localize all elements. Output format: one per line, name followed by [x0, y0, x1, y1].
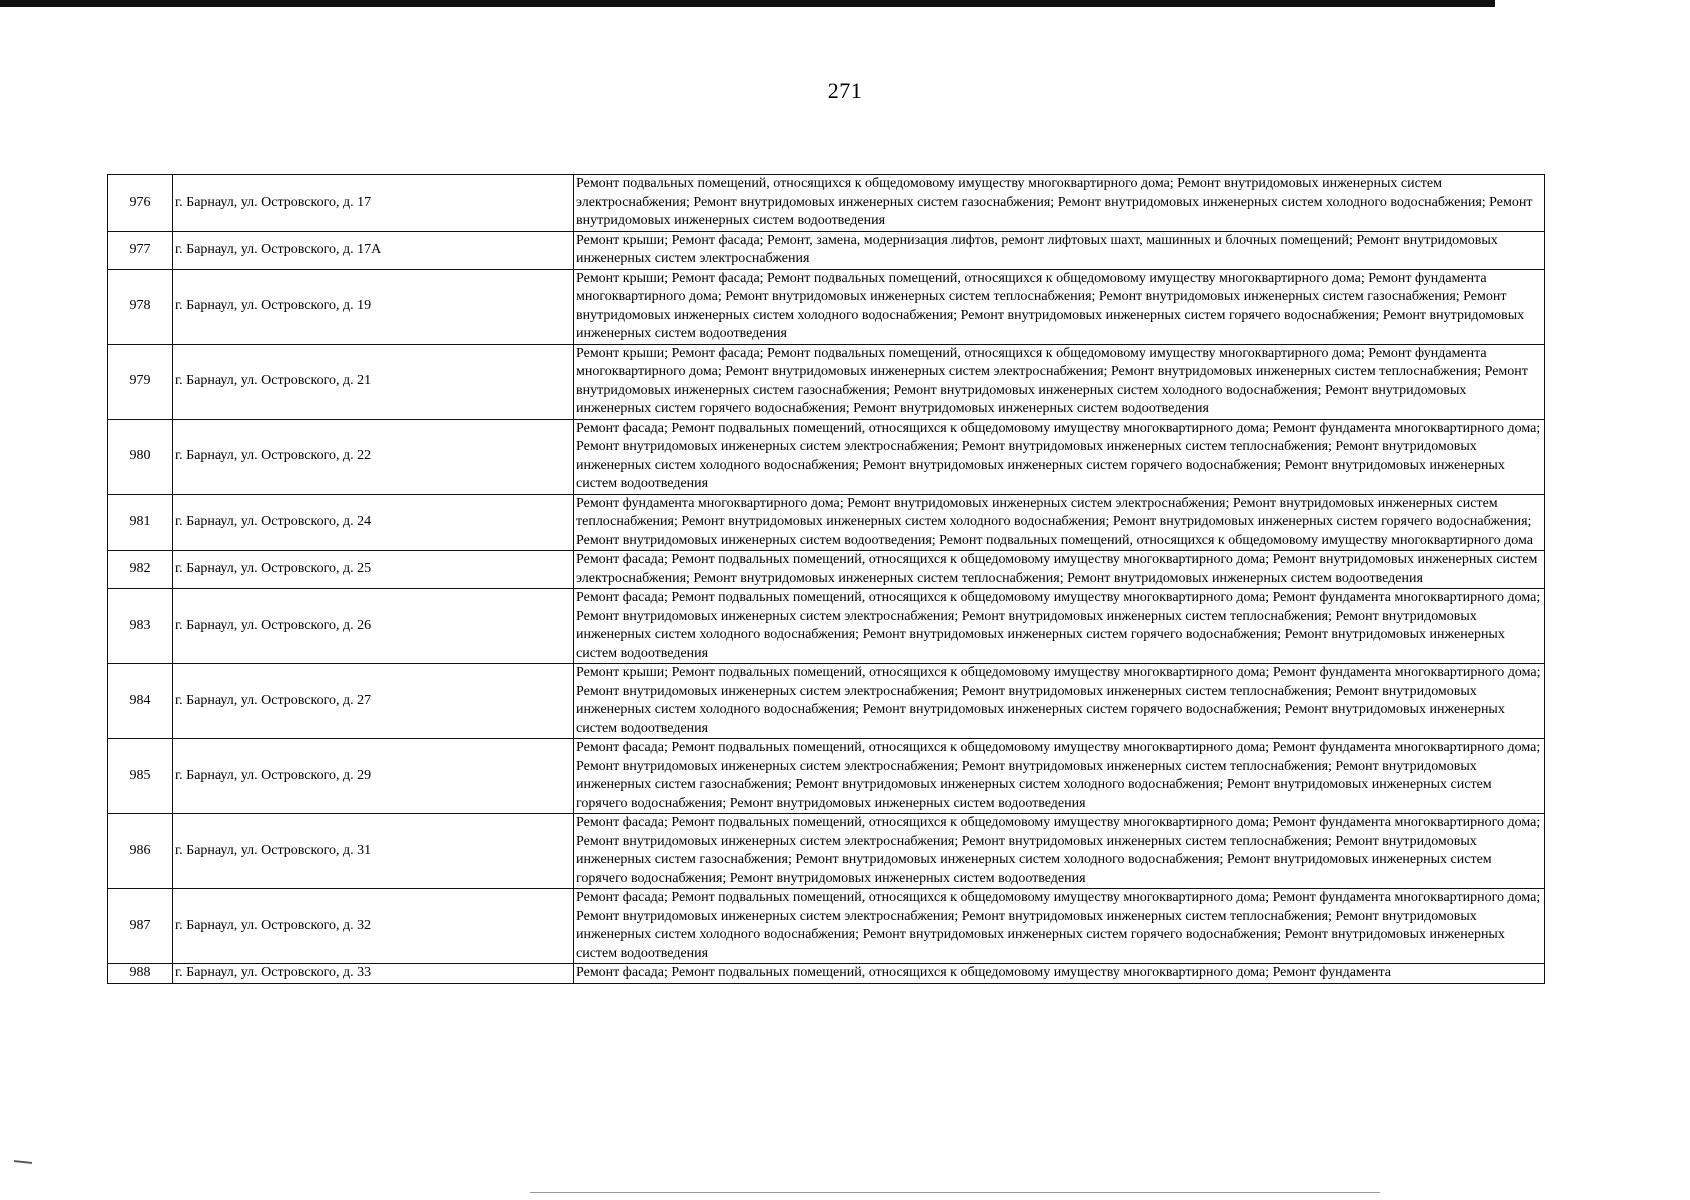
table-row	[108, 739, 1545, 814]
building-address: г. Барнаул, ул. Островского, д. 26	[173, 589, 574, 664]
housing-repair-table	[107, 174, 1545, 984]
repair-works: Ремонт фасада; Ремонт подвальных помещений, относящихся к общедомовому имуществу многоквартирного дома; Ремонт фундамента многоквартирного дома; Ремонт внутридомовых инженерных систем электроснабжения; Ремонт внутридомовых инженерных систем теплоснабжения; Ремонт внутридомовых инженерных систем холодного водоснабжения; Ремонт внутридомовых инженерных систем горячего водоснабжения; Ремонт внутридомовых инженерных систем водоотведения	[574, 419, 1545, 494]
table-row	[108, 551, 1545, 589]
repair-works: Ремонт фасада; Ремонт подвальных помещений, относящихся к общедомовому имуществу многоквартирного дома; Ремонт фундамента многоквартирного дома; Ремонт внутридомовых инженерных систем электроснабжения; Ремонт внутридомовых инженерных систем теплоснабжения; Ремонт внутридомовых инженерных систем газоснабжения; Ремонт внутридомовых инженерных систем холодного водоснабжения; Ремонт внутридомовых инженерных систем горячего водоснабжения; Ремонт внутридомовых инженерных систем водоотведения	[574, 814, 1545, 889]
table-row	[108, 344, 1545, 419]
building-address: г. Барнаул, ул. Островского, д. 29	[173, 739, 574, 814]
building-address: г. Барнаул, ул. Островского, д. 27	[173, 664, 574, 739]
building-address: г. Барнаул, ул. Островского, д. 19	[173, 269, 574, 344]
row-number: 982	[108, 551, 173, 589]
table-row	[108, 419, 1545, 494]
building-address: г. Барнаул, ул. Островского, д. 25	[173, 551, 574, 589]
row-number: 987	[108, 889, 173, 964]
row-number: 986	[108, 814, 173, 889]
row-number: 976	[108, 175, 173, 232]
repair-works: Ремонт крыши; Ремонт фасада; Ремонт, замена, модернизация лифтов, ремонт лифтовых шахт, машинных и блочных помещений; Ремонт внутридомовых инженерных систем электроснабжения	[574, 231, 1545, 269]
row-number: 988	[108, 964, 173, 984]
repair-works: Ремонт фасада; Ремонт подвальных помещений, относящихся к общедомовому имуществу многоквартирного дома; Ремонт фундамента	[574, 964, 1545, 984]
row-number: 977	[108, 231, 173, 269]
building-address: г. Барнаул, ул. Островского, д. 21	[173, 344, 574, 419]
row-number: 985	[108, 739, 173, 814]
table-row	[108, 231, 1545, 269]
scan-bottom-edge	[530, 1192, 1380, 1193]
table-row	[108, 814, 1545, 889]
table-row	[108, 494, 1545, 551]
table-row	[108, 964, 1545, 984]
table-row	[108, 589, 1545, 664]
repair-works: Ремонт подвальных помещений, относящихся к общедомовому имуществу многоквартирного дома; Ремонт внутридомовых инженерных систем электроснабжения; Ремонт внутридомовых инженерных систем газоснабжения; Ремонт внутридомовых инженерных систем холодного водоснабжения; Ремонт внутридомовых инженерных систем водоотведения	[574, 175, 1545, 232]
repair-works: Ремонт фасада; Ремонт подвальных помещений, относящихся к общедомовому имуществу многоквартирного дома; Ремонт внутридомовых инженерных систем электроснабжения; Ремонт внутридомовых инженерных систем теплоснабжения; Ремонт внутридомовых инженерных систем водоотведения	[574, 551, 1545, 589]
row-number: 983	[108, 589, 173, 664]
row-number: 981	[108, 494, 173, 551]
row-number: 978	[108, 269, 173, 344]
repair-works: Ремонт крыши; Ремонт фасада; Ремонт подвальных помещений, относящихся к общедомовому имуществу многоквартирного дома; Ремонт фундамента многоквартирного дома; Ремонт внутридомовых инженерных систем электроснабжения; Ремонт внутридомовых инженерных систем теплоснабжения; Ремонт внутридомовых инженерных систем газоснабжения; Ремонт внутридомовых инженерных систем холодного водоснабжения; Ремонт внутридомовых инженерных систем горячего водоснабжения; Ремонт внутридомовых инженерных систем водоотведения	[574, 344, 1545, 419]
table-row	[108, 175, 1545, 232]
building-address: г. Барнаул, ул. Островского, д. 33	[173, 964, 574, 984]
table-row	[108, 269, 1545, 344]
repair-works: Ремонт фасада; Ремонт подвальных помещений, относящихся к общедомовому имуществу многоквартирного дома; Ремонт фундамента многоквартирного дома; Ремонт внутридомовых инженерных систем электроснабжения; Ремонт внутридомовых инженерных систем теплоснабжения; Ремонт внутридомовых инженерных систем холодного водоснабжения; Ремонт внутридомовых инженерных систем горячего водоснабжения; Ремонт внутридомовых инженерных систем водоотведения	[574, 589, 1545, 664]
building-address: г. Барнаул, ул. Островского, д. 24	[173, 494, 574, 551]
row-number: 979	[108, 344, 173, 419]
row-number: 980	[108, 419, 173, 494]
building-address: г. Барнаул, ул. Островского, д. 32	[173, 889, 574, 964]
table-row	[108, 664, 1545, 739]
repair-works: Ремонт фасада; Ремонт подвальных помещений, относящихся к общедомовому имуществу многоквартирного дома; Ремонт фундамента многоквартирного дома; Ремонт внутридомовых инженерных систем электроснабжения; Ремонт внутридомовых инженерных систем теплоснабжения; Ремонт внутридомовых инженерных систем холодного водоснабжения; Ремонт внутридомовых инженерных систем горячего водоснабжения; Ремонт внутридомовых инженерных систем водоотведения	[574, 889, 1545, 964]
repair-works: Ремонт крыши; Ремонт подвальных помещений, относящихся к общедомовому имуществу многоквартирного дома; Ремонт фундамента многоквартирного дома; Ремонт внутридомовых инженерных систем электроснабжения; Ремонт внутридомовых инженерных систем теплоснабжения; Ремонт внутридомовых инженерных систем холодного водоснабжения; Ремонт внутридомовых инженерных систем горячего водоснабжения; Ремонт внутридомовых инженерных систем водоотведения	[574, 664, 1545, 739]
repair-works: Ремонт фасада; Ремонт подвальных помещений, относящихся к общедомовому имуществу многоквартирного дома; Ремонт фундамента многоквартирного дома; Ремонт внутридомовых инженерных систем электроснабжения; Ремонт внутридомовых инженерных систем теплоснабжения; Ремонт внутридомовых инженерных систем газоснабжения; Ремонт внутридомовых инженерных систем холодного водоснабжения; Ремонт внутридомовых инженерных систем горячего водоснабжения; Ремонт внутридомовых инженерных систем водоотведения	[574, 739, 1545, 814]
building-address: г. Барнаул, ул. Островского, д. 31	[173, 814, 574, 889]
table-row	[108, 889, 1545, 964]
row-number: 984	[108, 664, 173, 739]
repair-works: Ремонт фундамента многоквартирного дома; Ремонт внутридомовых инженерных систем электроснабжения; Ремонт внутридомовых инженерных систем теплоснабжения; Ремонт внутридомовых инженерных систем холодного водоснабжения; Ремонт внутридомовых инженерных систем горячего водоснабжения; Ремонт внутридомовых инженерных систем водоотведения; Ремонт подвальных помещений, относящихся к общедомовому имуществу многоквартирного дома	[574, 494, 1545, 551]
table-body	[108, 175, 1545, 984]
scan-artifact-mark	[14, 1160, 32, 1164]
page-number: 271	[827, 78, 863, 103]
building-address: г. Барнаул, ул. Островского, д. 17А	[173, 231, 574, 269]
scan-top-edge	[0, 0, 1495, 7]
building-address: г. Барнаул, ул. Островского, д. 22	[173, 419, 574, 494]
building-address: г. Барнаул, ул. Островского, д. 17	[173, 175, 574, 232]
repair-works: Ремонт крыши; Ремонт фасада; Ремонт подвальных помещений, относящихся к общедомовому имуществу многоквартирного дома; Ремонт фундамента многоквартирного дома; Ремонт внутридомовых инженерных систем теплоснабжения; Ремонт внутридомовых инженерных систем газоснабжения; Ремонт внутридомовых инженерных систем холодного водоснабжения; Ремонт внутридомовых инженерных систем горячего водоснабжения; Ремонт внутридомовых инженерных систем водоотведения	[574, 269, 1545, 344]
